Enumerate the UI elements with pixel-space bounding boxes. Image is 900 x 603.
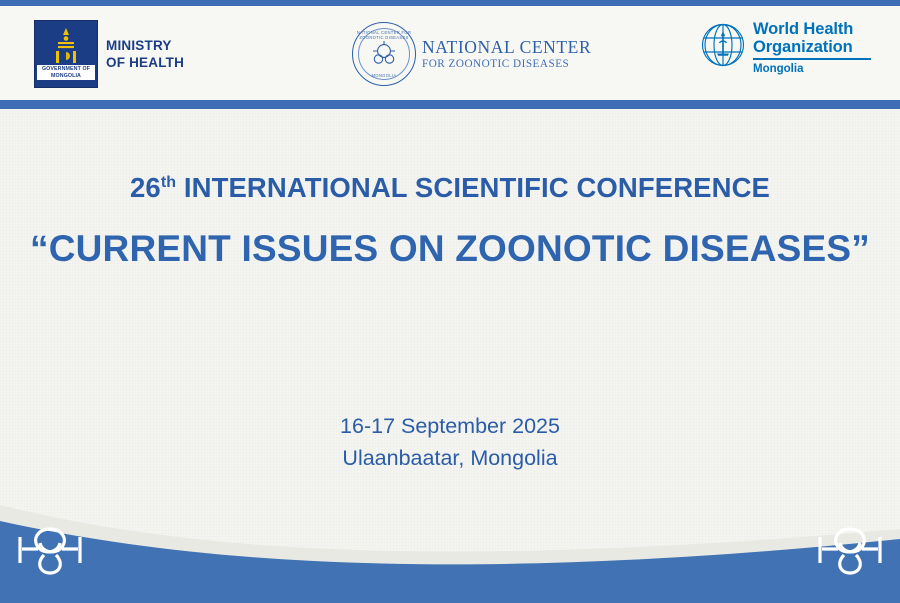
page-title: “CURRENT ISSUES ON ZOONOTIC DISEASES” xyxy=(30,228,870,269)
edition-number: 26 xyxy=(130,172,161,203)
event-location: Ulaanbaatar, Mongolia xyxy=(342,446,558,470)
ministry-of-health-logo xyxy=(34,20,184,88)
knot-ornament-right-icon xyxy=(814,519,886,581)
who-underline xyxy=(753,58,871,60)
nczd-line-2: FOR ZOONOTIC DISEASES xyxy=(422,57,570,70)
ministry-of-health-wordmark xyxy=(106,37,184,71)
who-logo xyxy=(700,20,871,76)
who-country-label: Mongolia xyxy=(753,63,804,75)
decorative-wave xyxy=(0,443,900,603)
header-accent-rule xyxy=(0,100,900,109)
seal-top-text: NATIONAL CENTER FOR ZOONOTIC DISEASES xyxy=(356,30,412,40)
who-line-2: Organization xyxy=(753,38,853,56)
moh-line-1: MINISTRY xyxy=(106,38,172,53)
edition-ordinal-suffix: th xyxy=(160,173,177,191)
mongolia-government-emblem xyxy=(34,20,98,88)
moh-line-2: OF HEALTH xyxy=(106,55,185,70)
conference-edition-line xyxy=(0,170,900,206)
seal-bottom-text: MONGOLIA xyxy=(371,73,397,78)
who-emblem-icon xyxy=(700,22,746,68)
nczd-wordmark xyxy=(422,37,591,72)
conference-label: INTERNATIONAL SCIENTIFIC CONFERENCE xyxy=(176,172,770,203)
knot-ornament-left-icon xyxy=(14,519,86,581)
government-emblem-label: GOVERNMENT OF MONGOLIA xyxy=(37,65,95,80)
nczd-line-1: NATIONAL CENTER xyxy=(422,36,592,57)
event-date: 16-17 September 2025 xyxy=(340,414,560,438)
who-line-1: World Health xyxy=(753,20,854,38)
who-wordmark xyxy=(753,20,871,76)
nczd-seal-icon xyxy=(352,22,416,86)
nczd-logo xyxy=(352,22,591,86)
title-block xyxy=(0,170,900,274)
